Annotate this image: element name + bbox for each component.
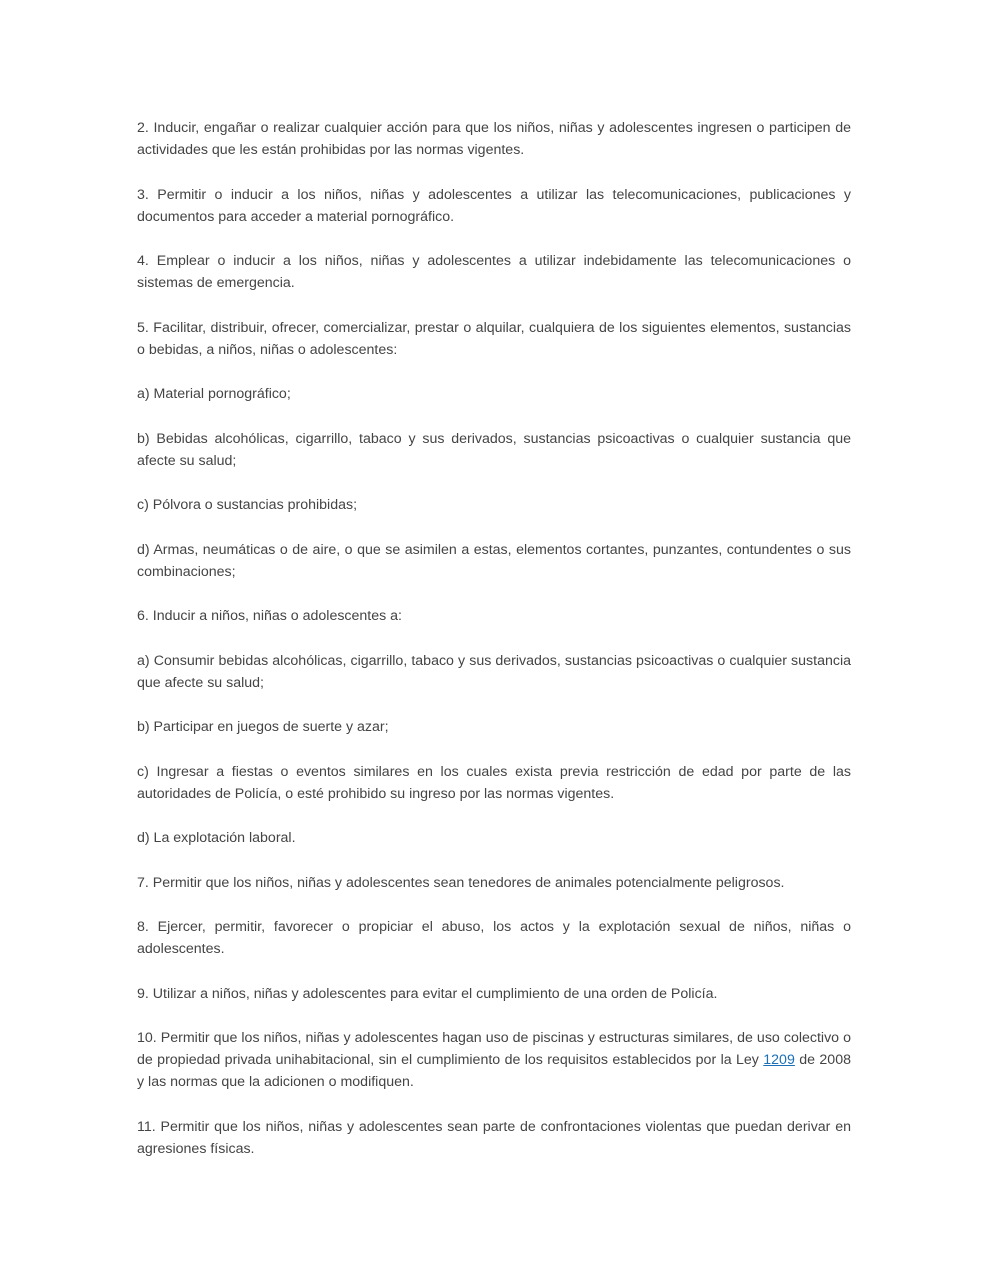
paragraph-6c: c) Ingresar a fiestas o eventos similares en los cuales exista previa restricción de edad por parte de las autoridades de Policía, o esté prohibido su ingreso por las normas vigentes. [137,763,851,802]
paragraph-8: 8. Ejercer, permitir, favorecer o propiciar el abuso, los actos y la explotación sexual de niños, niñas o adolescentes. [137,919,851,957]
paragraph-11: 11. Permitir que los niños, niñas y adolescentes sean parte de confrontaciones violentas que puedan derivar en agresiones físicas. [137,1118,851,1157]
paragraph-7: 7. Permitir que los niños, niñas y adolescentes sean tenedores de animales potencialmente peligrosos. [137,874,785,891]
ley-1209-link[interactable]: 1209 [763,1052,795,1068]
document-body [137,117,851,1182]
paragraph-6a: a) Consumir bebidas alcohólicas, cigarrillo, tabaco y sus derivados, sustancias psicoactivas o cualquier sustancia que afecte su salud; [137,652,851,691]
paragraph-5d: d) Armas, neumáticas o de aire, o que se asimilen a estas, elementos cortantes, punzantes, contundentes o sus combinaciones; [137,541,851,580]
paragraph-2: 2. Inducir, engañar o realizar cualquier acción para que los niños, niñas y adolescentes ingresen o participen de actividades que les están prohibidas por las normas vigentes. [137,120,851,158]
paragraph-5c: c) Pólvora o sustancias prohibidas; [137,497,358,513]
paragraph-10-text-after: de 2008 y las normas que la adicionen o modifiquen. [137,1052,851,1090]
paragraph-10 [137,1027,851,1093]
paragraph-10-text-before: 10. Permitir que los niños, niñas y adolescentes hagan uso de piscinas y estructuras similares, de uso colectivo o de propiedad privada unihabitacional, sin el cumplimiento de los requisitos establecidos por la Ley [137,1030,851,1068]
paragraph-5: 5. Facilitar, distribuir, ofrecer, comercializar, prestar o alquilar, cualquiera de los siguientes elementos, sustancias o bebidas, a niños, niñas o adolescentes: [137,319,851,358]
paragraph-4: 4. Emplear o inducir a los niños, niñas y adolescentes a utilizar indebidamente las telecomunicaciones o sistemas de emergencia. [137,253,851,291]
paragraph-5b: b) Bebidas alcohólicas, cigarrillo, tabaco y sus derivados, sustancias psicoactivas o cualquier sustancia que afecte su salud; [137,430,851,469]
paragraph-6d: d) La explotación laboral. [137,830,296,846]
paragraph-6b: b) Participar en juegos de suerte y azar; [137,719,389,735]
paragraph-3: 3. Permitir o inducir a los niños, niñas y adolescentes a utilizar las telecomunicaciones, publicaciones y documentos para acceder a material pornográfico. [137,186,851,225]
paragraph-5a: a) Material pornográfico; [137,386,291,402]
paragraph-9: 9. Utilizar a niños, niñas y adolescentes para evitar el cumplimiento de una orden de Policía. [137,985,718,1002]
paragraph-6: 6. Inducir a niños, niñas o adolescentes a: [137,608,403,624]
